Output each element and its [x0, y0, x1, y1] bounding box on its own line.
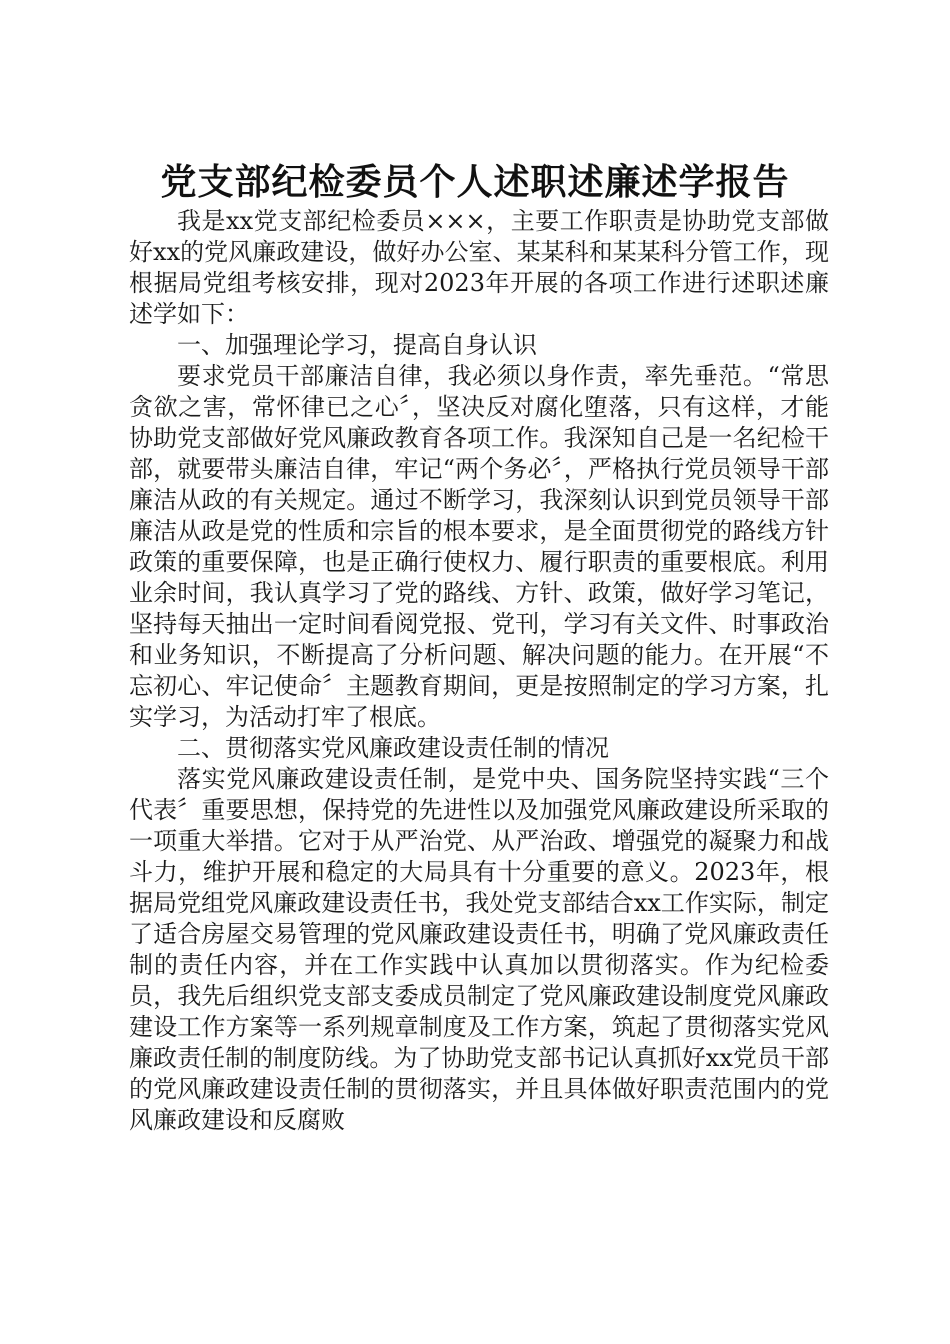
document-title: 党支部纪检委员个人述职述廉述学报告 [160, 161, 790, 203]
section-heading-1: 一、加强理论学习，提高自身认识 [177, 331, 537, 359]
paragraph-section-2: 落实党风廉政建设责任制，是党中央、国务院坚持实践“三个代表〞重要思想，保持党的先进性以及加强党风廉政建设所采取的一项重大举措。它对于从严治党、从严治政、增强党的凝聚力和战斗力，维护开展和稳定的大局具有十分重要的意义。2023年，根据局党组党风廉政建设责任书，我处党支部结合xx工作实际，制定了适合房屋交易管理的党风廉政建设责任书，明确了党风廉政责任制的责任内容，并在工作实践中认真加以贯彻落实。作为纪检委员，我先后组织党支部支委成员制定了党风廉政建设制度党风廉政建设工作方案等一系列规章制度及工作方案，筑起了贯彻落实党风廉政责任制的制度防线。为了协助党支部书记认真抓好xx党员干部的党风廉政建设责任制的贯彻落实，并且具体做好职责范围内的党风廉政建设和反腐败 [129, 765, 829, 1134]
section-heading-2: 二、贯彻落实党风廉政建设责任制的情况 [177, 734, 609, 762]
document-body [129, 206, 829, 1136]
paragraph-intro: 我是xx党支部纪检委员×××，主要工作职责是协助党支部做好xx的党风廉政建设，做好办公室、某某科和某某科分管工作，现根据局党组考核安排，现对2023年开展的各项工作进行述职述廉述学如下： [129, 207, 829, 328]
paragraph-section-1: 要求党员干部廉洁自律，我必须以身作责，率先垂范。“常思贪欲之害，常怀律已之心〞，坚决反对腐化堕落，只有这样，才能协助党支部做好党风廉政教育各项工作。我深知自己是一名纪检干部，就要带头廉洁自律，牢记“两个务必〞，严格执行党员领导干部廉洁从政的有关规定。通过不断学习，我深刻认识到党员领导干部廉洁从政是党的性质和宗旨的根本要求，是全面贯彻党的路线方针政策的重要保障，也是正确行使权力、履行职责的重要根底。利用业余时间，我认真学习了党的路线、方针、政策，做好学习笔记，坚持每天抽出一定时间看阅党报、党刊，学习有关文件、时事政治和业务知识，不断提高了分析问题、解决问题的能力。在开展“不忘初心、牢记使命〞主题教育期间，更是按照制定的学习方案，扎实学习，为活动打牢了根底。 [129, 362, 829, 731]
